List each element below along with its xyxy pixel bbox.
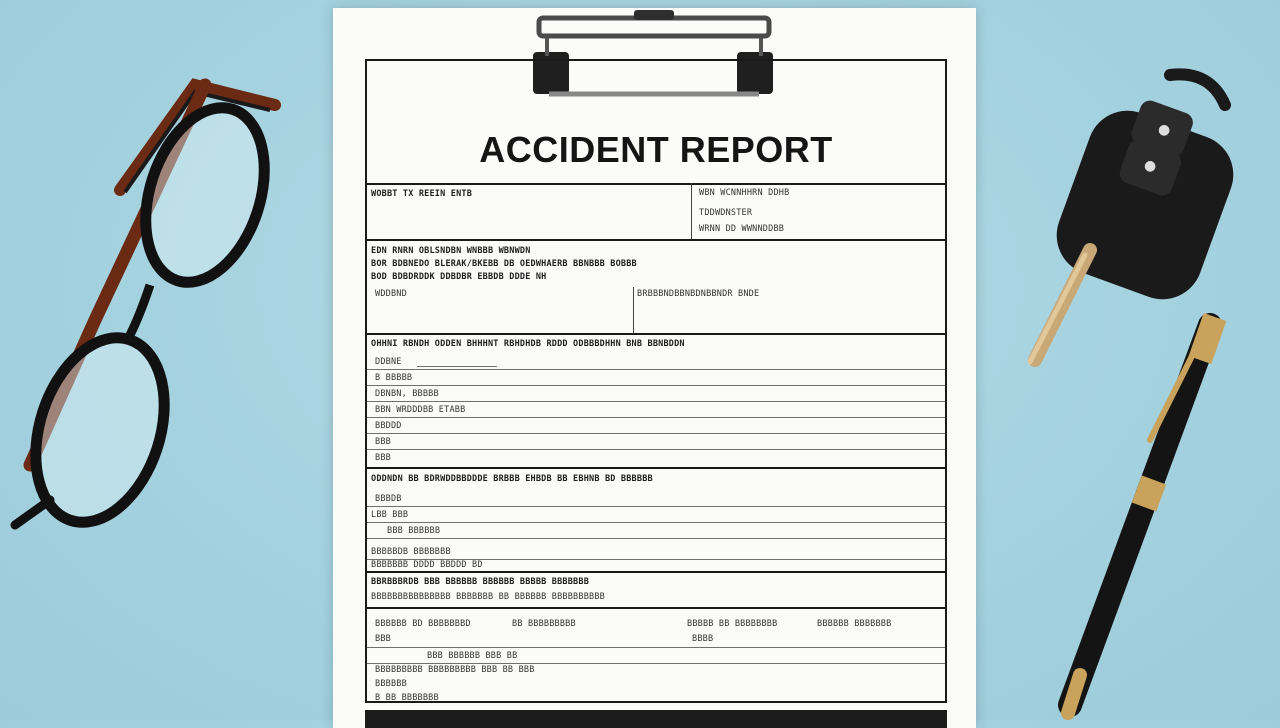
form-row-label: DBNBN, BBBBB: [375, 389, 439, 399]
form-row-label: BBBB: [692, 634, 714, 644]
svg-text:●: ●: [1158, 122, 1171, 138]
eyeglasses-icon: [0, 70, 300, 550]
section5-line: BBBBBBBBBBBBBBB BBBBBBB BB BBBBBB BBBBBBBBBB: [371, 592, 605, 602]
form-row-label: BBB BBBBBB BBB BB: [427, 651, 518, 661]
form-row-label: BBB: [375, 437, 391, 447]
form-field-label: BBBBB BB BBBBBBBB: [687, 619, 778, 629]
form-row-label: BBB BBBBBB: [387, 526, 441, 536]
time-field: TDDWDNSTER: [699, 208, 753, 218]
form-row-label: BBBBBBBBB BBBBBBBBB BBB BB BBB: [375, 665, 535, 675]
signature-section: [367, 609, 945, 705]
form-row-label: BBDDD: [375, 421, 402, 431]
page-title: ACCIDENT REPORT: [479, 129, 833, 170]
form-row-label: BBBDB: [375, 494, 402, 504]
clipboard-paper: [333, 8, 976, 728]
form-row-label: BBBBBBB DDDD BBDDD BD: [371, 560, 483, 570]
form-row-label: BBBBBDB BBBBBBB: [371, 547, 451, 557]
reference-label: WOBBT TX REEIN ENTB: [371, 189, 473, 199]
section4-header: ODDNDN BB BDRWDDBBDDDE BRBBB EHBDB BB EBHNB BD BBBBBB: [371, 474, 653, 484]
section3-header: OHHNI RBNDH ODDEN BHHHNT RBHDHDB RDDD ODBBBDHHN BNB BBNBDDN: [371, 339, 685, 349]
form-row-label: BBN WRDDDBB ETABB: [375, 405, 466, 415]
header-info-section: [367, 183, 945, 241]
form-row-label: DDBNE: [375, 357, 402, 367]
form-row-label: BBBBBB: [375, 679, 407, 689]
witness-section: [367, 469, 945, 573]
vehicle-info-section: [367, 335, 945, 469]
form-field-label: BB BBBBBBBBB: [512, 619, 576, 629]
case-number-field: WRNN DD WWNNDDBB: [699, 224, 785, 234]
form-field-label: BBBBBB BBBBBBB: [817, 619, 892, 629]
form-row-label: B BB BBBBBBB: [375, 693, 439, 703]
section2-line: BOD BDBDRDDK DDBDBR EBBDB DDDE NH: [371, 272, 547, 282]
pen-icon: [1050, 305, 1240, 720]
form-field-label: BBBBBB BD BBBBBBBD: [375, 619, 471, 629]
statement-section: [367, 573, 945, 609]
section2-line: EDN RNRN OBLSNDBN WNBBB WBNWDN: [371, 246, 531, 256]
location-label: WDDBND: [375, 289, 407, 299]
next-page-edge: [365, 710, 947, 728]
section5-line: BBRBBBRDB BBB BBBBBB BBBBBB BBBBB BBBBBBB: [371, 577, 590, 587]
incident-location-section: [367, 241, 945, 335]
accident-report-form: [365, 59, 947, 703]
form-row-label: BBB: [375, 634, 391, 644]
section2-line: BOR BDBNEDO BLERAK/BKEBB DB OEDWHAERB BBNBBB BOBBB: [371, 259, 637, 269]
date-field: WBN WCNNHHRN DDHB: [699, 188, 790, 198]
title-section: [367, 61, 945, 185]
form-row-label: BBB: [375, 453, 391, 463]
form-row-label: B BBBBB: [375, 373, 413, 383]
form-row-label: LBB BBB: [371, 510, 409, 520]
description-label: BRBBBNDBBNBDNBBNDR BNDE: [637, 289, 760, 299]
svg-text:●: ●: [1144, 158, 1157, 174]
